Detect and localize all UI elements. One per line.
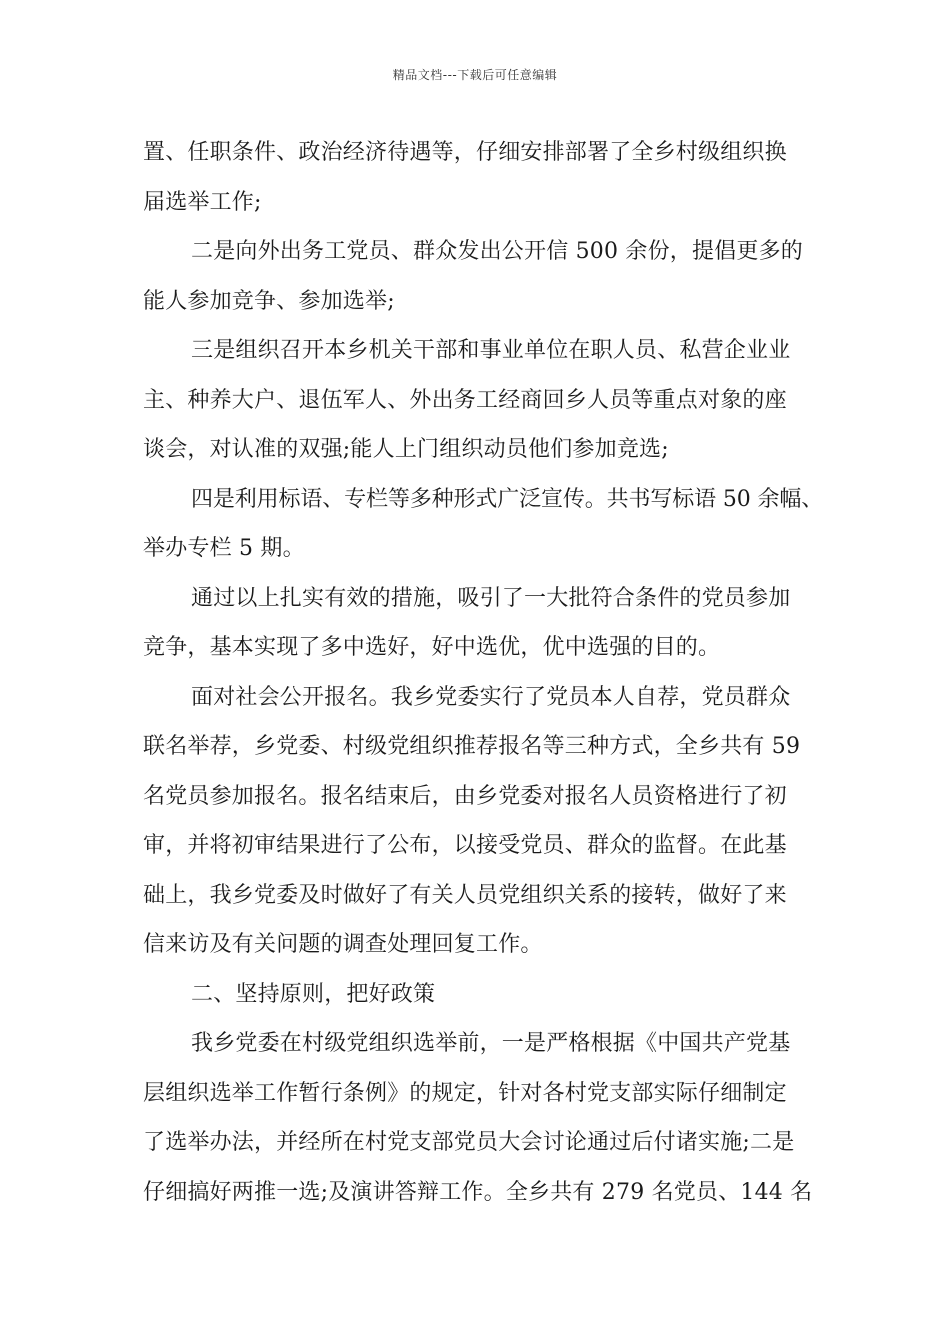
text-line: 名党员参加报名。报名结束后，由乡党委对报名人员资格进行了初 [143,783,787,809]
text-line: 我乡党委在村级党组织选举前，一是严格根据《中国共产党基 [191,1031,791,1056]
text-line: 层组织选举工作暂行条例》的规定，针对各村党支部实际仔细制定 [143,1080,787,1106]
text-line: 二是向外出务工党员、群众发出公开信 500 余份，提倡更多的 [191,239,803,264]
text-line: 联名举荐，乡党委、村级党组织推荐报名等三种方式，全乡共有 59 [143,734,801,759]
paragraph [143,128,815,227]
page-header: 精品文档---下载后可任意编辑 [392,68,558,82]
paragraph [143,970,815,1020]
text-line: 能人参加竞争、参加选举; [143,288,395,314]
text-line: 二、坚持原则，把好政策 [191,981,436,1007]
text-line: 通过以上扎实有效的措施，吸引了一大批符合条件的党员参加 [191,585,791,611]
paragraph [143,574,815,673]
text-line: 举办专栏 5 期。 [143,536,305,561]
paragraph [143,1019,815,1217]
text-line: 主、种养大户、退伍军人、外出务工经商回乡人员等重点对象的座 [143,387,787,413]
text-line: 了选举办法，并经所在村党支部党员大会讨论通过后付诸实施;二是 [143,1130,795,1155]
text-line: 信来访及有关问题的调查处理回复工作。 [143,932,543,957]
text-line: 面对社会公开报名。我乡党委实行了党员本人自荐，党员群众 [191,684,791,710]
text-line: 谈会，对认准的双强;能人上门组织动员他们参加竞选; [143,437,669,462]
text-line: 四是利用标语、专栏等多种形式广泛宣传。共书写标语 50 余幅、 [191,486,824,512]
text-line: 仔细搞好两推一选;及演讲答辩工作。全乡共有 279 名党员、144 名 [143,1179,813,1205]
paragraph [143,326,815,475]
paragraph [143,673,815,970]
text-line: 届选举工作; [143,189,262,215]
text-line: 竞争，基本实现了多中选好，好中选优，优中选强的目的。 [143,635,721,660]
text-line: 础上，我乡党委及时做好了有关人员党组织关系的接转，做好了来 [143,882,787,908]
paragraph [143,227,815,326]
text-line: 三是组织召开本乡机关干部和事业单位在职人员、私营企业业 [191,338,791,363]
document-body [143,128,824,1217]
text-line: 置、任职条件、政治经济待遇等，仔细安排部署了全乡村级组织换 [143,140,787,165]
paragraph [143,475,824,574]
text-line: 审，并将初审结果进行了公布，以接受党员、群众的监督。在此基 [143,833,787,858]
